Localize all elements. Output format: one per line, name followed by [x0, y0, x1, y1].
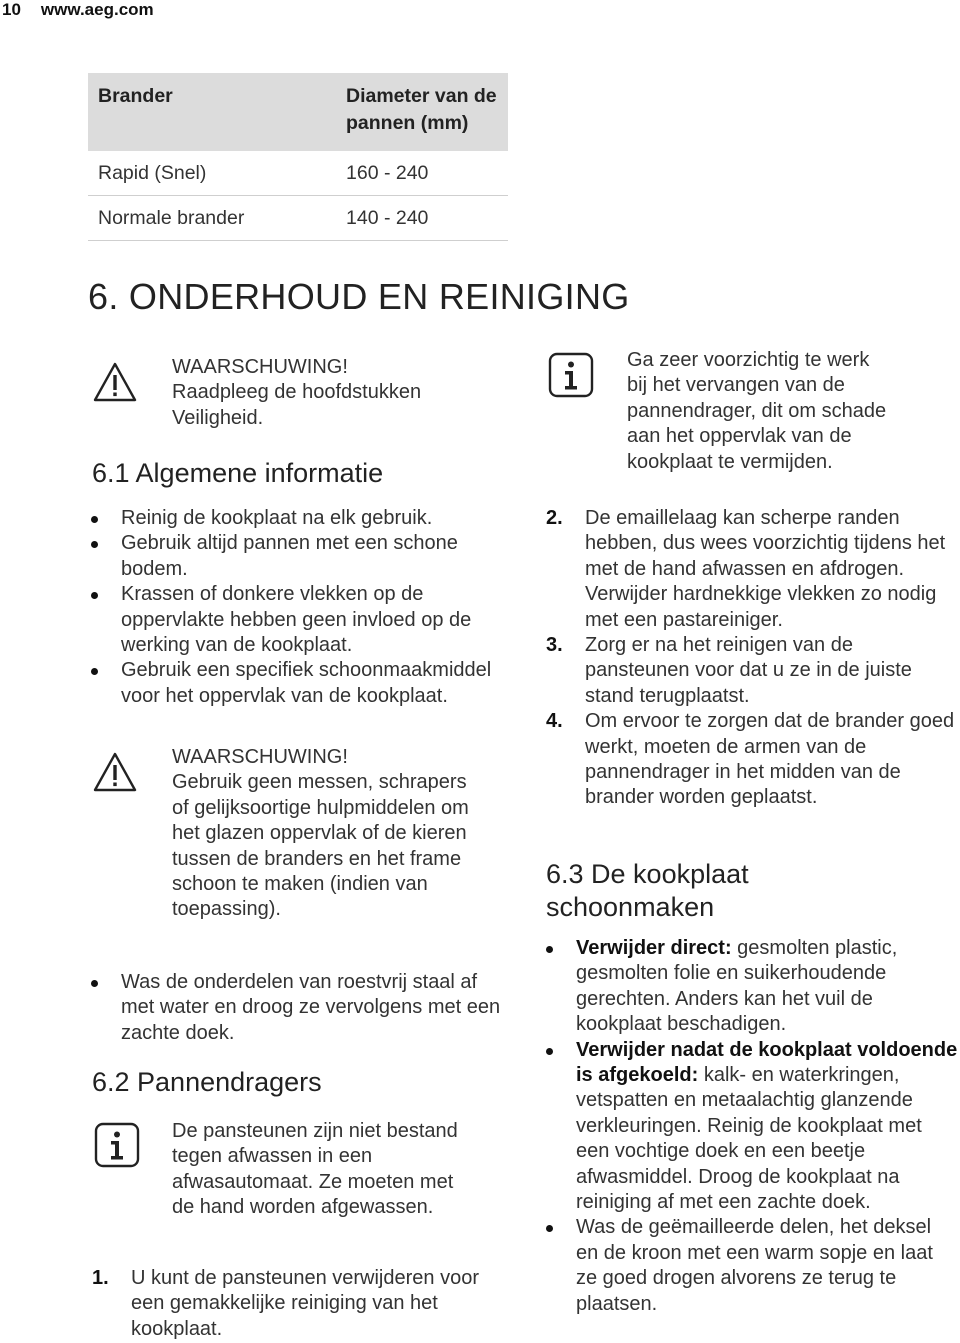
warning-title: WAARSCHUWING! — [172, 356, 348, 378]
bold-lead: Verwijder nadat de kookplaat voldoende is afgekoeld: — [576, 1038, 958, 1087]
table-cell: Normale brander — [88, 196, 336, 241]
stainless-steel-list — [88, 970, 508, 1046]
step-text: De emaillelaag kan scherpe randen hebben, dus wees voorzichtig tijdens het met de hand afwassen en afdrogen. Verwijder hardnekkige vlekken zo nodig met een pastareiniger. — [585, 507, 946, 631]
bold-lead: Verwijder direct: — [576, 937, 732, 959]
info-text: De pansteunen zijn niet bestand tegen afwassen in een afwasautomaat. Ze moeten met de hand worden afgewassen. — [172, 1120, 458, 1219]
warning-block — [172, 355, 472, 431]
item-text: Was de geëmailleerde delen, het deksel en de kroon met een warm sopje en laat ze goed drogen alvorens ze terug te plaatsen. — [576, 1216, 933, 1315]
subsection-title-6-3: 6.3 De kookplaat schoonmaken — [546, 859, 749, 922]
step-text: Zorg er na het reinigen van de pansteunen voor dat u ze in de juiste stand terugplaatst. — [585, 634, 912, 707]
step-text: U kunt de pansteunen verwijderen voor een gemakkelijke reiniging van het kookplaat. — [131, 1267, 479, 1340]
site-url: www.aeg.com — [40, 0, 154, 19]
table-cell: Rapid (Snel) — [88, 151, 336, 196]
info-text: Ga zeer voorzichtig te werk bij het vervangen van de pannendrager, dit om schade aan het oppervlak van de kookplaat te vermijden. — [627, 349, 887, 473]
info-icon — [548, 352, 594, 398]
list-item — [543, 936, 958, 1038]
table-row — [88, 196, 508, 241]
step-number: 4. — [546, 710, 563, 733]
item-text: kalk- en waterkringen, vetspatten en metaalachtig glanzende verkleuringen. Reinig de kookplaat met een vochtige doek en een beetje afwasmiddel. Droog de kookplaat na reiniging af met een zachte doek. — [576, 1064, 922, 1214]
table-cell: 160 - 240 — [336, 151, 508, 196]
list-item: Was de onderdelen van roestvrij staal af met water en droog ze vervolgens met een zachte doek. — [88, 970, 508, 1046]
step-number: 2. — [546, 507, 563, 529]
list-item: Reinig de kookplaat na elk gebruik. — [88, 506, 508, 531]
warning-text: Gebruik geen messen, schrapers of gelijksoortige hulpmiddelen om het glazen oppervlak of de kieren tussen de branders en het frame schoon te maken (indien van toepassing). — [172, 771, 469, 921]
step-number: 1. — [92, 1267, 109, 1289]
list-item — [543, 1038, 958, 1216]
general-info-list — [88, 506, 508, 709]
page-number: 10 — [2, 0, 21, 19]
warning-text: Raadpleeg de hoofdstukken Veiligheid. — [172, 381, 422, 429]
section-title: 6. ONDERHOUD EN REINIGING — [88, 276, 630, 317]
list-item — [546, 633, 958, 709]
table-header-burner: Brander — [88, 73, 336, 151]
list-item: Gebruik altijd pannen met een schone bodem. — [88, 531, 508, 582]
page-header — [2, 0, 154, 20]
hob-cleaning-list — [543, 936, 958, 1317]
list-item — [92, 1266, 512, 1342]
list-item — [546, 709, 958, 811]
list-item — [543, 1215, 958, 1317]
info-icon — [94, 1122, 140, 1168]
table-cell: 140 - 240 — [336, 196, 508, 241]
warning-title: WAARSCHUWING! — [172, 746, 348, 768]
table-header-diameter: Diameter van de pannen (mm) — [336, 73, 508, 151]
subsection-title-6-2: 6.2 Pannendragers — [92, 1067, 322, 1097]
warning-block — [172, 745, 482, 923]
step-text: Om ervoor te zorgen dat de brander goed werkt, moeten de armen van de pannendrager in het midden van de brander worden geplaatst. — [585, 710, 955, 809]
table-header-row — [88, 73, 508, 151]
step-number: 3. — [546, 634, 563, 657]
warning-icon — [92, 750, 138, 796]
cleaning-steps-left — [92, 1266, 512, 1342]
subsection-title-6-1: 6.1 Algemene informatie — [92, 458, 384, 488]
warning-icon — [92, 360, 138, 406]
list-item — [546, 506, 958, 633]
cleaning-steps-right — [546, 506, 958, 811]
table-row — [88, 151, 508, 196]
burner-table — [88, 73, 508, 241]
list-item: Krassen of donkere vlekken op de oppervlakte hebben geen invloed op de werking van de kookplaat. — [88, 582, 508, 658]
list-item: Gebruik een specifiek schoonmaakmiddel voor het oppervlak van de kookplaat. — [88, 658, 508, 709]
item-text: gesmolten plastic, gesmolten folie en suikerhoudende gerechten. Anders kan het vuil de kookplaat beschadigen. — [576, 937, 898, 1036]
